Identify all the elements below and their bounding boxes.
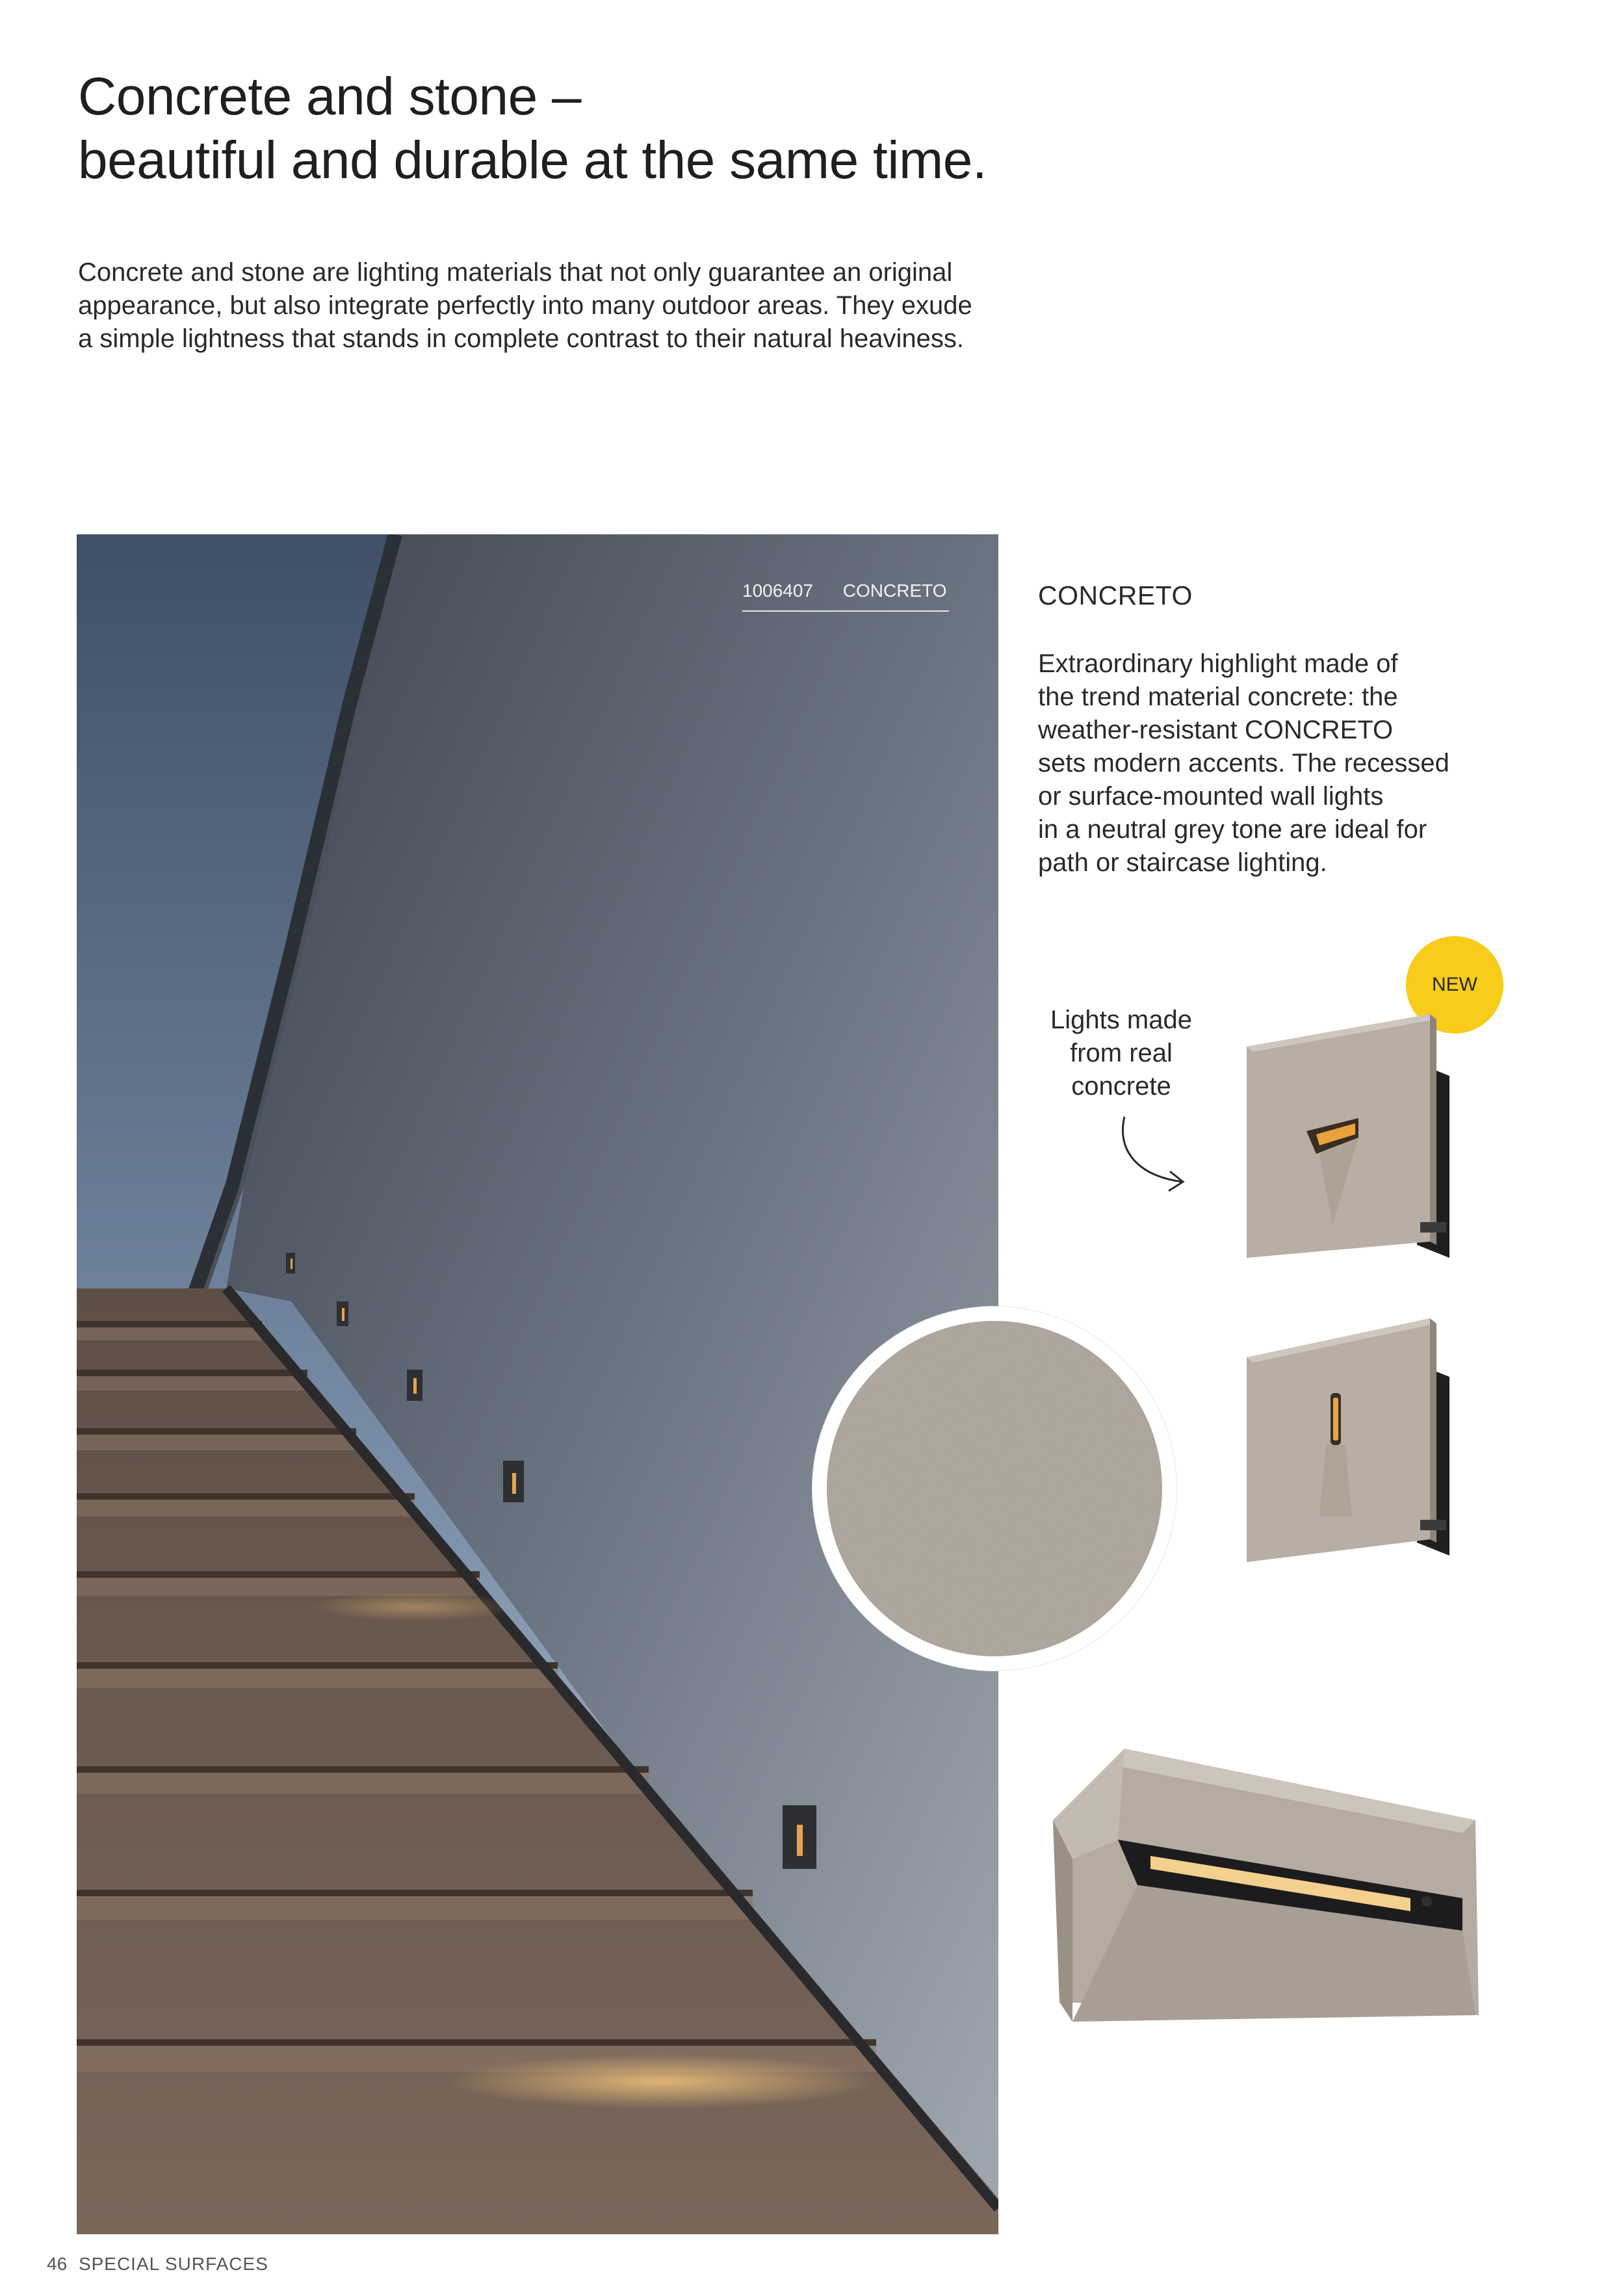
product-desc-line: in a neutral grey tone are ideal for [1038, 815, 1427, 844]
product-surface-wall-light [1046, 1736, 1488, 2100]
annotation-line: from real [1070, 1039, 1173, 1067]
intro-line-3: a simple lightness that stands in complete contrast to their natural heaviness. [78, 324, 964, 353]
annotation-line: Lights made [1050, 1006, 1192, 1034]
intro-line-1: Concrete and stone are lighting materials that not only guarantee an original [78, 258, 953, 287]
photo-caption [742, 581, 949, 612]
new-badge-label: NEW [1432, 974, 1477, 995]
intro-line-2: appearance, but also integrate perfectly into many outdoor areas. They exude [78, 291, 972, 320]
section-label: SPECIAL SURFACES [78, 2254, 268, 2274]
product-desc-line: or surface-mounted wall lights [1038, 782, 1384, 811]
concrete-texture-icon [827, 1321, 1162, 1656]
product-recessed-light-slot [1235, 1305, 1482, 1565]
curved-arrow-icon [1117, 1110, 1195, 1201]
headline-line-2: beautiful and durable at the same time. [78, 131, 987, 190]
product-recessed-light-angled [1235, 1001, 1482, 1261]
intro-paragraph [78, 256, 1040, 356]
product-desc-line: Extraordinary highlight made of [1038, 649, 1398, 678]
photo-caption-name: CONCRETO [842, 581, 947, 601]
photo-caption-code: 1006407 [742, 581, 814, 601]
product-desc-line: path or staircase lighting. [1038, 848, 1327, 877]
product-description [1038, 647, 1519, 880]
page-headline [78, 65, 987, 192]
page-number: 46 [47, 2254, 68, 2274]
concrete-texture-swatch [812, 1307, 1176, 1671]
annotation-text [1014, 1004, 1228, 1103]
page-footer [47, 2254, 268, 2275]
annotation-line: concrete [1071, 1072, 1171, 1101]
product-name: CONCRETO [1038, 581, 1193, 610]
product-desc-line: sets modern accents. The recessed [1038, 749, 1449, 777]
headline-line-1: Concrete and stone – [78, 67, 582, 126]
product-desc-line: the trend material concrete: the [1038, 683, 1398, 711]
product-desc-line: weather-resistant CONCRETO [1038, 716, 1394, 744]
